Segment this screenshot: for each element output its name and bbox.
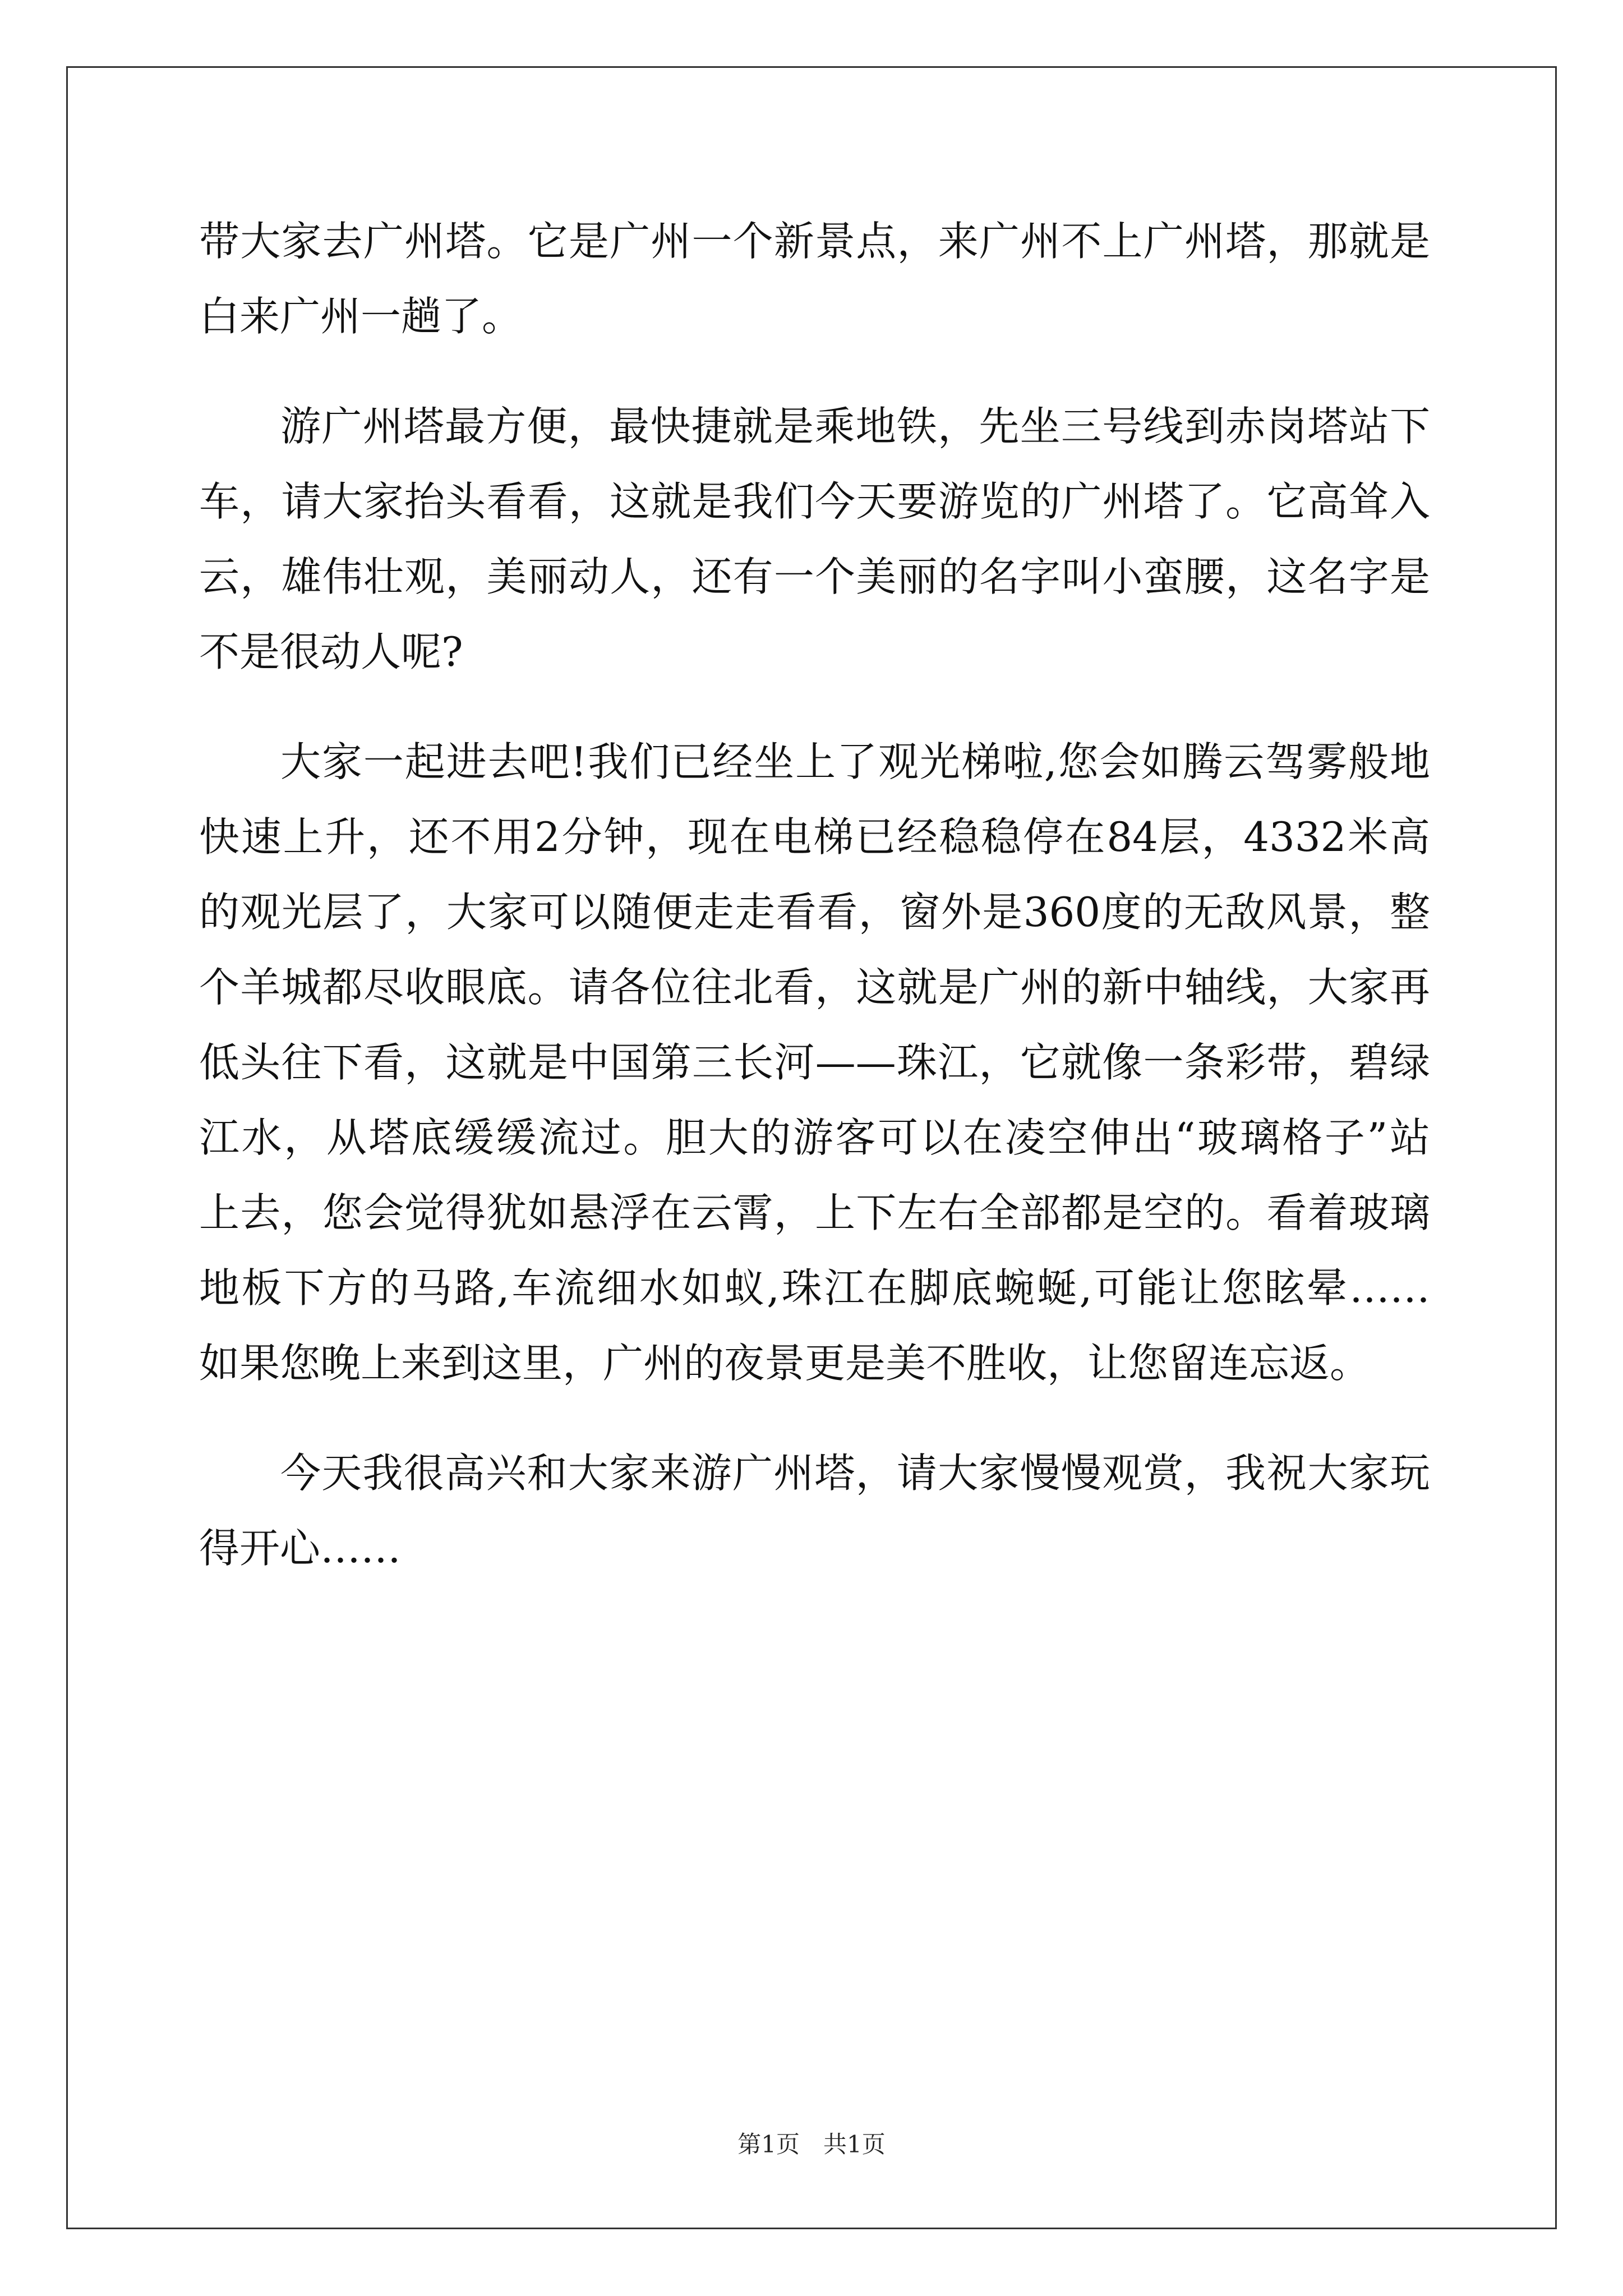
text-line: 今天我很高兴和大家来游广州塔，请大家慢慢观赏，我祝大家玩 xyxy=(280,1450,1430,1497)
text-line: 个羊城都尽收眼底。请各位往北看，这就是广州的新中轴线，大家再 xyxy=(199,964,1430,1011)
text-line: 游广州塔最方便，最快捷就是乘地铁，先坐三号线到赤岗塔站下 xyxy=(280,403,1430,450)
text-line: 快速上升，还不用2分钟，现在电梯已经稳稳停在84层，4332米高 xyxy=(199,813,1430,861)
text-line: 的观光层了，大家可以随便走走看看，窗外是360度的无敌风景，整 xyxy=(199,889,1430,936)
text-line: 得开心…… xyxy=(199,1525,402,1572)
text-line: 云，雄伟壮观，美丽动人，还有一个美丽的名字叫小蛮腰，这名字是 xyxy=(199,553,1430,600)
text-line: 上去，您会觉得犹如悬浮在云霄，上下左右全部都是空的。看着玻璃 xyxy=(199,1189,1430,1236)
text-line: 白来广州一趟了。 xyxy=(199,293,523,340)
text-line: 地板下方的马路,车流细水如蚁,珠江在脚底蜿蜒,可能让您眩晕…… xyxy=(199,1264,1430,1312)
text-line: 车，请大家抬头看看，这就是我们今天要游览的广州塔了。它高耸入 xyxy=(199,478,1430,525)
text-line: 大家一起进去吧!我们已经坐上了观光梯啦,您会如腾云驾雾般地 xyxy=(280,738,1430,785)
page-footer: 第1页 共1页 xyxy=(737,2131,886,2158)
text-line: 带大家去广州塔。它是广州一个新景点，来广州不上广州塔，那就是 xyxy=(199,218,1430,265)
text-line: 低头往下看，这就是中国第三长河——珠江，它就像一条彩带，碧绿 xyxy=(199,1039,1430,1086)
text-line: 不是很动人呢? xyxy=(199,628,463,675)
text-line: 如果您晚上来到这里，广州的夜景更是美不胜收，让您留连忘返。 xyxy=(199,1340,1371,1387)
text-line: 江水，从塔底缓缓流过。胆大的游客可以在凌空伸出“玻璃格子”站 xyxy=(199,1114,1430,1161)
